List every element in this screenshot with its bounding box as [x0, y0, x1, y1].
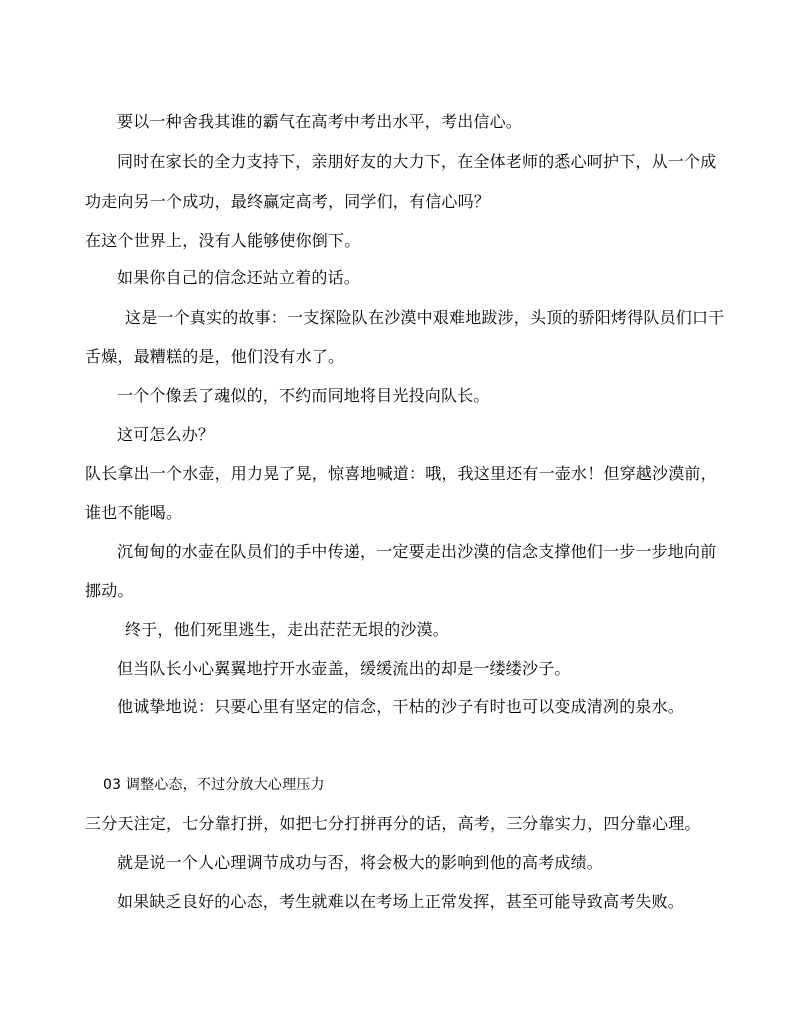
paragraph-line-4: 在这个世界上，没有人能够使你倒下。 [85, 231, 361, 250]
paragraph-line-9: 这可怎么办？ [117, 425, 215, 444]
paragraph-line-18: 三分天注定，七分靠打拼，如把七分打拼再分的话，高考，三分靠实力，四分靠心理。 [85, 814, 701, 833]
paragraph-line-14: 终于，他们死里逃生，走出茫茫无垠的沙漠。 [125, 620, 450, 639]
paragraph-line-2: 同时在家长的全力支持下，亲朋好友的大力下，在全体老师的悉心呵护下，从一个成 [117, 152, 717, 171]
paragraph-line-10: 队长拿出一个水壶，用力晃了晃，惊喜地喊道：哦，我这里还有一壶水！但穿越沙漠前， [85, 464, 717, 483]
paragraph-line-3: 功走向另一个成功，最终赢定高考，同学们，有信心吗？ [85, 192, 491, 211]
paragraph-line-8: 一个个像丢了魂似的，不约而同地将目光投向队长。 [117, 386, 490, 405]
section-heading: 03 调整心态，不过分放大心理压力 [103, 777, 325, 793]
paragraph-line-19: 就是说一个人心理调节成功与否，将会极大的影响到他的高考成绩。 [117, 853, 604, 872]
paragraph-line-11: 谁也不能喝。 [85, 503, 183, 522]
paragraph-line-13: 挪动。 [85, 581, 134, 600]
paragraph-line-6: 这是一个真实的故事：一支探险队在沙漠中艰难地跋涉，头顶的骄阳烤得队员们口干 [125, 308, 725, 327]
paragraph-line-20: 如果缺乏良好的心态，考生就难以在考场上正常发挥，甚至可能导致高考失败。 [117, 892, 685, 911]
paragraph-line-5: 如果你自己的信念还站立着的话。 [117, 268, 361, 287]
paragraph-line-1: 要以一种舍我其谁的霸气在高考中考出水平，考出信心。 [117, 112, 523, 131]
paragraph-line-15: 但当队长小心翼翼地拧开水壶盖，缓缓流出的却是一缕缕沙子。 [117, 659, 571, 678]
paragraph-line-16: 他诚挚地说：只要心里有坚定的信念，干枯的沙子有时也可以变成清冽的泉水。 [117, 697, 685, 716]
paragraph-line-12: 沉甸甸的水壶在队员们的手中传递，一定要走出沙漠的信念支撑他们一步一步地向前 [117, 542, 717, 561]
paragraph-line-7: 舌燥，最糟糕的是，他们没有水了。 [85, 347, 345, 366]
